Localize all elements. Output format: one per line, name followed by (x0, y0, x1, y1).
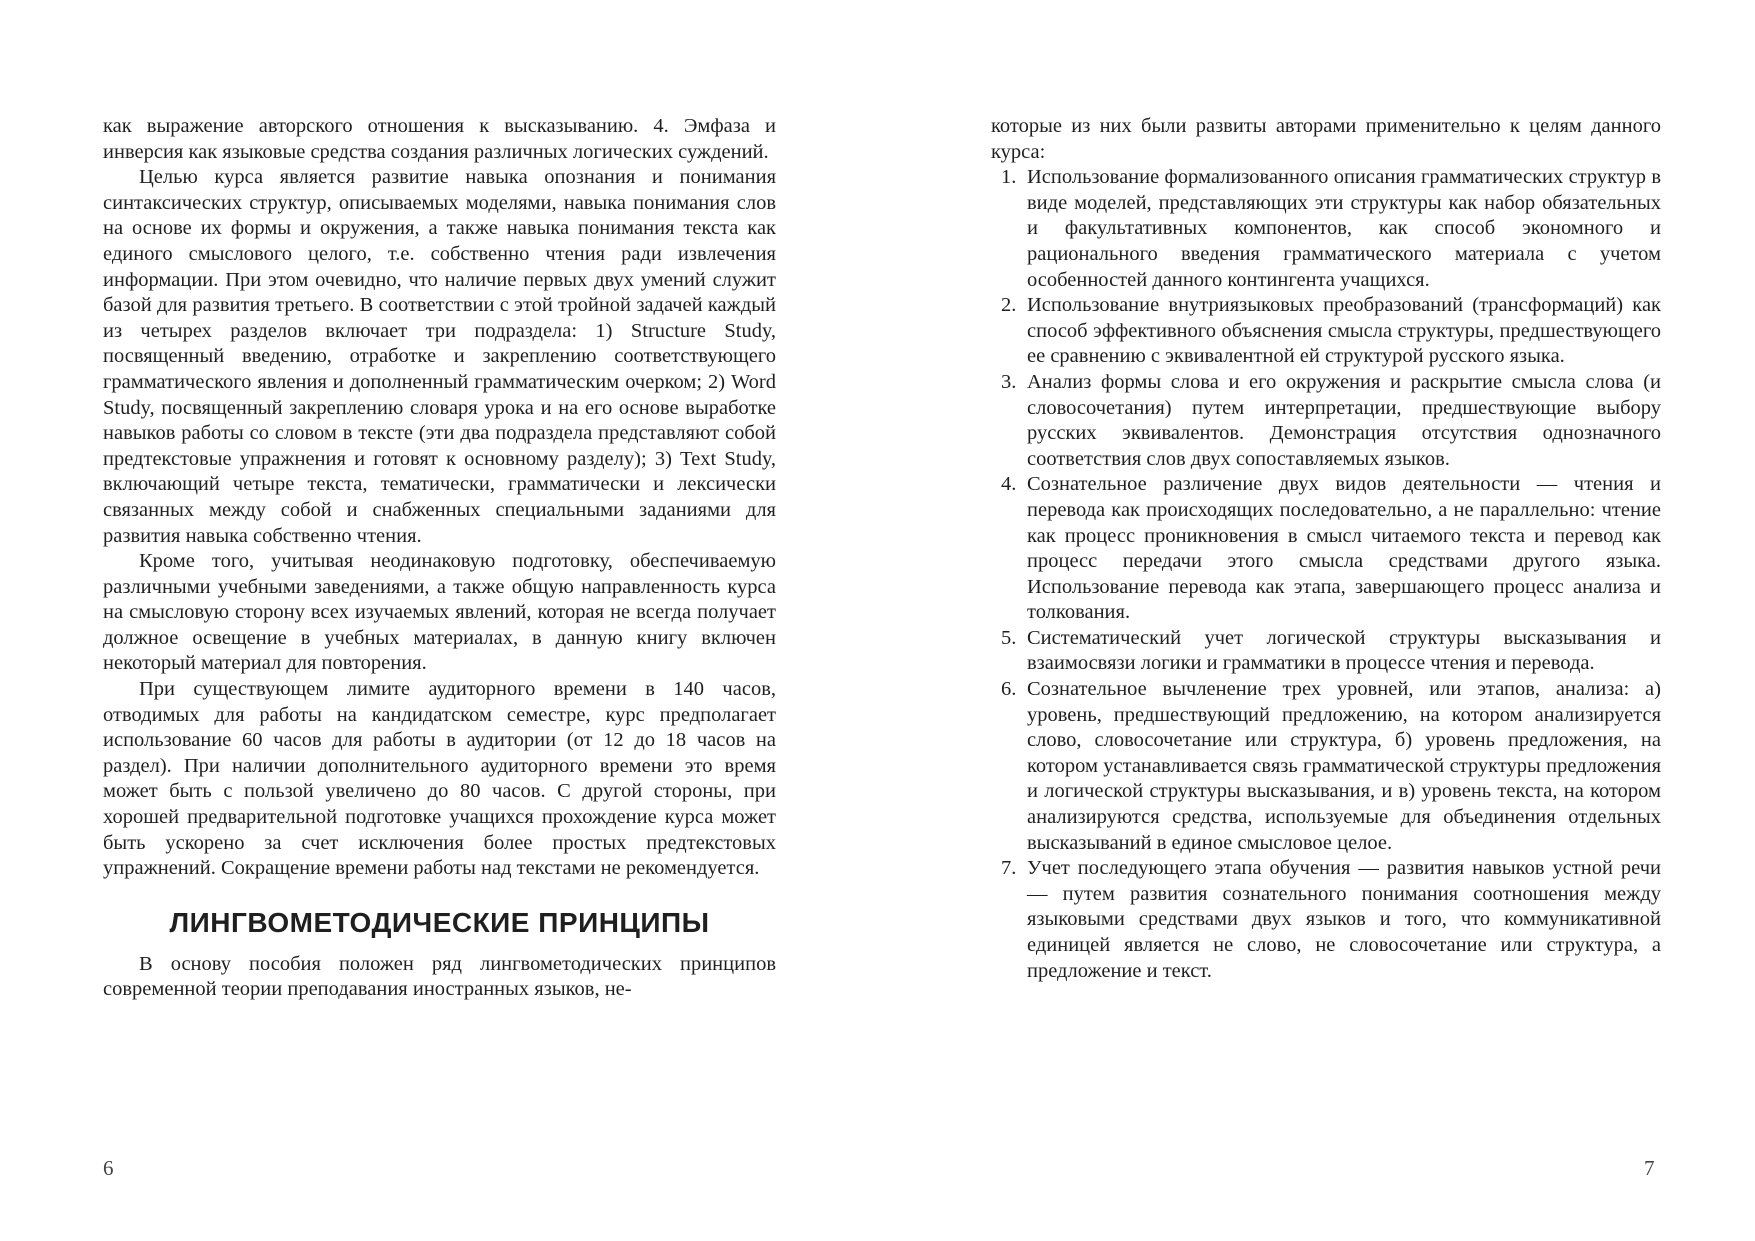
principles-list (991, 165, 1661, 984)
list-item-text: Систематический учет логической структуры высказывания и взаимосвязи логики и грамматики в процессе чтения и перевода. (1027, 626, 1661, 675)
list-item (991, 626, 1661, 677)
list-item (991, 472, 1661, 626)
list-item (991, 165, 1661, 293)
list-item-text: Сознательное вычленение трех уровней, или этапов, анализа: а) уровень, предшествующий предложению, на котором анализируется слово, словосочетание или структура, б) уровень предложения, на котором устанавливается связь грамматической структуры предложения и логической структуры высказывания, и в) уровень текста, на котором анализируются средства, используемые для объединения отдельных высказываний в единое смысловое целое. (1027, 678, 1661, 854)
list-item-number: 7. (1001, 857, 1017, 880)
list-item-text: Использование формализованного описания грамматических структур в виде моделей, представляющих эти структуры как набор обязательных и факультативных компонентов, как способ экономного и рационального введения грамматического материала с учетом особенностей данного контингента учащихся. (1027, 166, 1661, 291)
paragraph-time-limit: При существующем лимите аудиторного времени в 140 часов, отводимых для работы на кандидатском семестре, курс предполагает использование 60 часов для работы в аудитории (от 12 до 18 часов на раздел). При наличии дополнительного аудиторного времени это время может быть с пользой увеличено до 80 часов. С другой стороны, при хорошей предварительной подготовке учащихся прохождение курса может быть ускорено за счет исключения более простых предтекстовых упражнений. Сокращение времени работы над текстами не рекомендуется. (103, 678, 776, 880)
page-number-left: 6 (103, 1156, 114, 1180)
list-item (991, 677, 1661, 856)
paragraph-continuation: как выражение авторского отношения к высказыванию. 4. Эмфаза и инверсия как языковые средства создания различных логических суждений. (103, 115, 776, 163)
list-item-text: Анализ формы слова и его окружения и раскрытие смысла слова (и словосочетания) путем интерпретации, предшествующие выбору русских эквивалентов. Демонстрация отсутствия однозначного соответствия слов двух сопоставляемых языков. (1027, 370, 1661, 470)
right-page (991, 114, 1661, 984)
list-item-number: 5. (1001, 626, 1017, 649)
list-item-number: 6. (1001, 678, 1017, 701)
list-item (991, 370, 1661, 472)
left-page (103, 114, 776, 1003)
paragraph-review-material: Кроме того, учитывая неодинаковую подготовку, обеспечиваемую различными учебными заведениями, а также общую направленность курса на смысловую сторону всех изучаемых явлений, которая не всегда получает должное освещение в учебных материалах, в данную книгу включен некоторый материал для повторения. (103, 550, 776, 675)
list-item-number: 2. (1001, 294, 1017, 317)
section-heading: ЛИНГВОМЕТОДИЧЕСКИЕ ПРИНЦИПЫ (169, 906, 710, 938)
list-item (991, 293, 1661, 370)
list-item-text: Использование внутриязыковых преобразований (трансформаций) как способ эффективного объяснения смысла структуры, предшествующего ее сравнению с эквивалентной ей структурой русского языка. (1027, 294, 1661, 368)
list-item-text: Сознательное различение двух видов деятельности — чтения и перевода как происходящих последовательно, а не параллельно: чтение как процесс проникновения в смысл читаемого текста и перевод как процесс передачи этого смысла средствами другого языка. Использование перевода как этапа, завершающего процесс анализа и толкования. (1027, 473, 1661, 624)
paragraph-course-goal: Целью курса является развитие навыка опознания и понимания синтаксических структур, описываемых моделями, навыка понимания слов на основе их формы и окружения, а также навыка понимания текста как единого смыслового целого, т.е. собственно чтения ради извлечения информации. При этом очевидно, что наличие первых двух умений служит базой для развития третьего. В соответствии с этой тройной задачей каждый из четырех разделов включает три подраздела: 1) Structure Study, посвященный введению, отработке и закреплению соответствующего грамматического явления и дополненный грамматическим очерком; 2) Word Study, посвященный закреплению словаря урока и на его основе выработке навыков работы со словом в тексте (эти два подраздела представляют собой предтекстовые упражнения и готовят к основному разделу); 3) Text Study, включающий четыре текста, тематически, грамматически и лексически связанных между собой и снабженных специальными заданиями для развития навыка собственно чтения. (103, 166, 776, 547)
list-item-number: 4. (1001, 473, 1017, 496)
list-item-number: 3. (1001, 370, 1017, 393)
paragraph-principles-intro: В основу пособия положен ряд лингвометодических принципов современной теории преподавания иностранных языков, не- (103, 952, 776, 1001)
list-item-text: Учет последующего этапа обучения — развития навыков устной речи — путем развития сознательного понимания соотношения между языковыми средствами двух языков и того, что коммуникативной единицей является не слово, не словосочетание или структура, а предложение и текст. (1027, 857, 1661, 982)
list-item (991, 856, 1661, 984)
paragraph-continuation-right: которые из них были развиты авторами применительно к целям данного курса: (991, 115, 1661, 163)
list-item-number: 1. (1001, 166, 1017, 189)
page-number-right: 7 (1644, 1156, 1655, 1180)
